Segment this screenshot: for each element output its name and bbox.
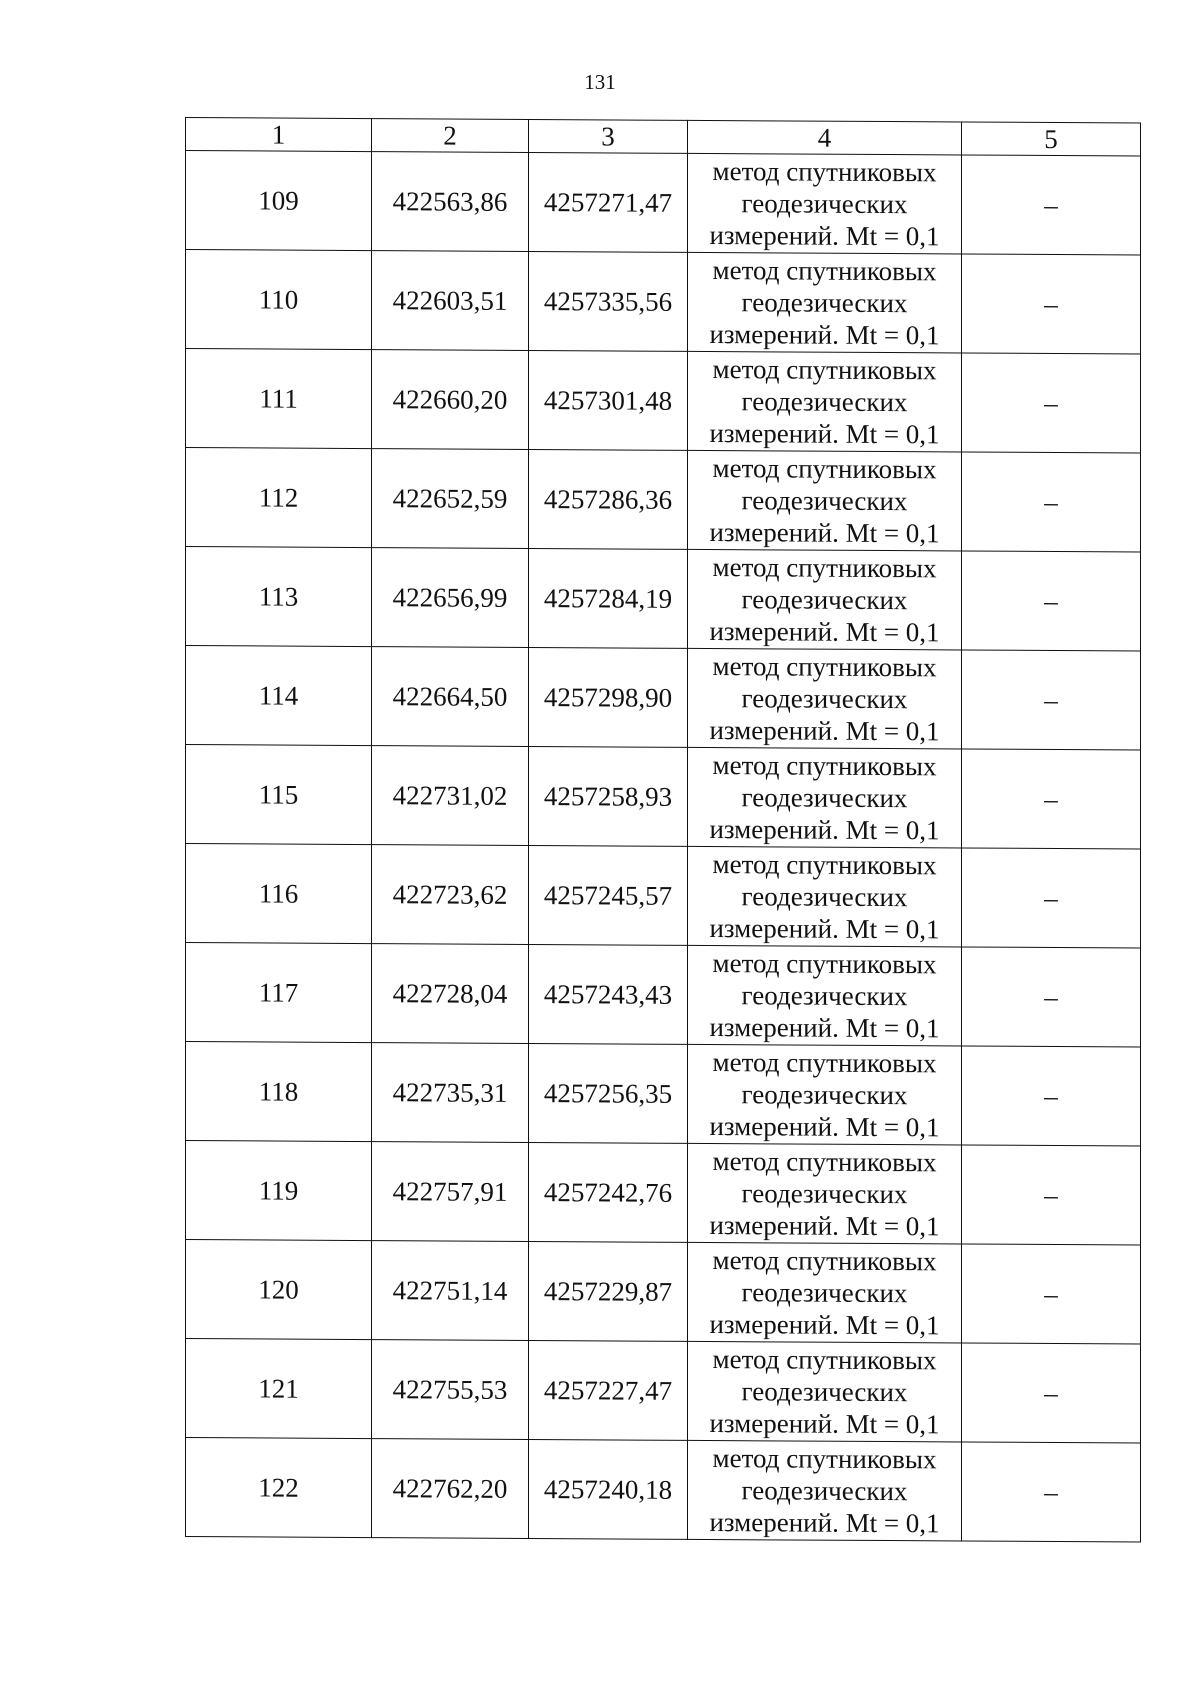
method-line: измерений. Mt = 0,1 [709,715,940,747]
point-number-cell: 111 [186,349,372,449]
table-row [186,547,1141,652]
point-number-cell: 120 [186,1240,372,1340]
y-coordinate-cell: 4257335,56 [529,251,688,351]
method-line: геодезических [741,386,908,418]
x-coordinate-cell: 422563,86 [372,152,529,252]
method-line: метод спутниковых [712,1146,937,1178]
method-cell [688,450,962,551]
table-row [186,1042,1141,1147]
method-line: геодезических [741,188,908,220]
method-line: измерений. Mt = 0,1 [709,913,940,945]
method-cell [688,648,962,749]
method-line: измерений. Mt = 0,1 [709,1408,940,1440]
x-coordinate-cell: 422656,99 [372,548,529,648]
method-cell [688,549,962,650]
point-number-cell: 122 [186,1438,372,1538]
method-line: геодезических [741,1376,908,1408]
method-line: измерений. Mt = 0,1 [709,1309,940,1341]
point-number-cell: 119 [186,1141,372,1241]
method-line: геодезических [741,287,908,319]
method-line: геодезических [741,881,908,913]
y-coordinate-cell: 4257229,87 [529,1241,688,1341]
y-coordinate-cell: 4257271,47 [529,152,688,252]
point-number-cell: 117 [186,943,372,1043]
y-coordinate-cell: 4257227,47 [529,1340,688,1440]
method-cell [688,153,962,254]
y-coordinate-cell: 4257301,48 [529,350,688,450]
point-number-cell: 121 [186,1339,372,1439]
table-row [186,844,1141,949]
page-number: 131 [584,70,616,94]
method-cell [688,1242,962,1343]
method-line: геодезических [741,683,908,715]
y-coordinate-cell: 4257242,76 [529,1142,688,1242]
method-line: метод спутниковых [712,948,937,980]
x-coordinate-cell: 422757,91 [372,1142,529,1242]
x-coordinate-cell: 422652,59 [372,449,529,549]
point-number-cell: 112 [186,448,372,548]
table-body [186,118,1141,1543]
table-row [186,1240,1141,1345]
x-coordinate-cell: 422603,51 [372,251,529,351]
table-row [186,1141,1141,1246]
method-line: измерений. Mt = 0,1 [709,1111,940,1143]
header-cell-3: 3 [529,119,688,153]
method-cell [688,945,962,1046]
method-cell [688,1143,962,1244]
x-coordinate-cell: 422664,50 [372,647,529,747]
method-line: метод спутниковых [712,156,937,188]
table-row [186,349,1141,454]
x-coordinate-cell: 422751,14 [372,1241,529,1341]
method-cell [688,1044,962,1145]
method-line: геодезических [741,1178,908,1210]
method-line: измерений. Mt = 0,1 [709,517,940,549]
method-line: метод спутниковых [712,1047,937,1079]
method-cell [688,252,962,353]
table-header-row [186,118,1141,157]
method-line: геодезических [741,782,908,814]
method-line: геодезических [741,584,908,616]
y-coordinate-cell: 4257298,90 [529,647,688,747]
x-coordinate-cell: 422735,31 [372,1043,529,1143]
y-coordinate-cell: 4257245,57 [529,845,688,945]
x-coordinate-cell: 422728,04 [372,944,529,1044]
y-coordinate-cell: 4257243,43 [529,944,688,1044]
method-line: метод спутниковых [712,750,937,782]
note-cell: – [962,452,1141,552]
x-coordinate-cell: 422762,20 [372,1439,529,1539]
x-coordinate-cell: 422723,62 [372,845,529,945]
y-coordinate-cell: 4257240,18 [529,1439,688,1539]
method-line: метод спутниковых [712,849,937,881]
method-line: метод спутниковых [712,651,937,683]
method-line: измерений. Mt = 0,1 [709,220,940,252]
table-row [186,1339,1141,1444]
x-coordinate-cell: 422755,53 [372,1340,529,1440]
coordinates-table [185,117,1141,1543]
x-coordinate-cell: 422731,02 [372,746,529,846]
method-cell [688,351,962,452]
method-cell [688,747,962,848]
point-number-cell: 109 [186,151,372,251]
method-cell [688,846,962,947]
method-cell [688,1341,962,1442]
method-line: геодезических [741,1277,908,1309]
method-line: метод спутниковых [712,354,937,386]
note-cell: – [962,848,1141,948]
note-cell: – [962,1442,1141,1542]
note-cell: – [962,947,1141,1047]
table-row [186,745,1141,850]
header-cell-5: 5 [962,122,1141,156]
table-row [186,943,1141,1048]
method-line: метод спутниковых [712,453,937,485]
table-row [186,1438,1141,1543]
method-line: измерений. Mt = 0,1 [709,1507,940,1539]
method-line: измерений. Mt = 0,1 [709,616,940,648]
method-line: геодезических [741,1079,908,1111]
method-line: измерений. Mt = 0,1 [709,814,940,846]
y-coordinate-cell: 4257258,93 [529,746,688,846]
note-cell: – [962,254,1141,354]
note-cell: – [962,1046,1141,1146]
table-row [186,646,1141,751]
note-cell: – [962,1244,1141,1344]
note-cell: – [962,1343,1141,1443]
method-line: измерений. Mt = 0,1 [709,319,940,351]
method-line: метод спутниковых [712,1344,937,1376]
y-coordinate-cell: 4257284,19 [529,548,688,648]
method-line: метод спутниковых [712,1443,937,1475]
note-cell: – [962,155,1141,255]
table-row [186,448,1141,553]
point-number-cell: 110 [186,250,372,350]
note-cell: – [962,749,1141,849]
method-line: геодезических [741,980,908,1012]
method-line: измерений. Mt = 0,1 [709,1210,940,1242]
method-cell [688,1440,962,1541]
point-number-cell: 113 [186,547,372,647]
method-line: измерений. Mt = 0,1 [709,1012,940,1044]
method-line: геодезических [741,1475,908,1507]
method-line: метод спутниковых [712,552,937,584]
header-cell-1: 1 [186,118,372,152]
point-number-cell: 118 [186,1042,372,1142]
y-coordinate-cell: 4257256,35 [529,1043,688,1143]
note-cell: – [962,1145,1141,1245]
y-coordinate-cell: 4257286,36 [529,449,688,549]
method-line: метод спутниковых [712,255,937,287]
point-number-cell: 116 [186,844,372,944]
point-number-cell: 114 [186,646,372,746]
point-number-cell: 115 [186,745,372,845]
note-cell: – [962,353,1141,453]
header-cell-4: 4 [688,120,962,155]
method-line: измерений. Mt = 0,1 [709,418,940,450]
method-line: метод спутниковых [712,1245,937,1277]
method-line: геодезических [741,485,908,517]
header-cell-2: 2 [372,119,529,153]
table-row [186,151,1141,256]
table-row [186,250,1141,355]
note-cell: – [962,650,1141,750]
note-cell: – [962,551,1141,651]
x-coordinate-cell: 422660,20 [372,350,529,450]
